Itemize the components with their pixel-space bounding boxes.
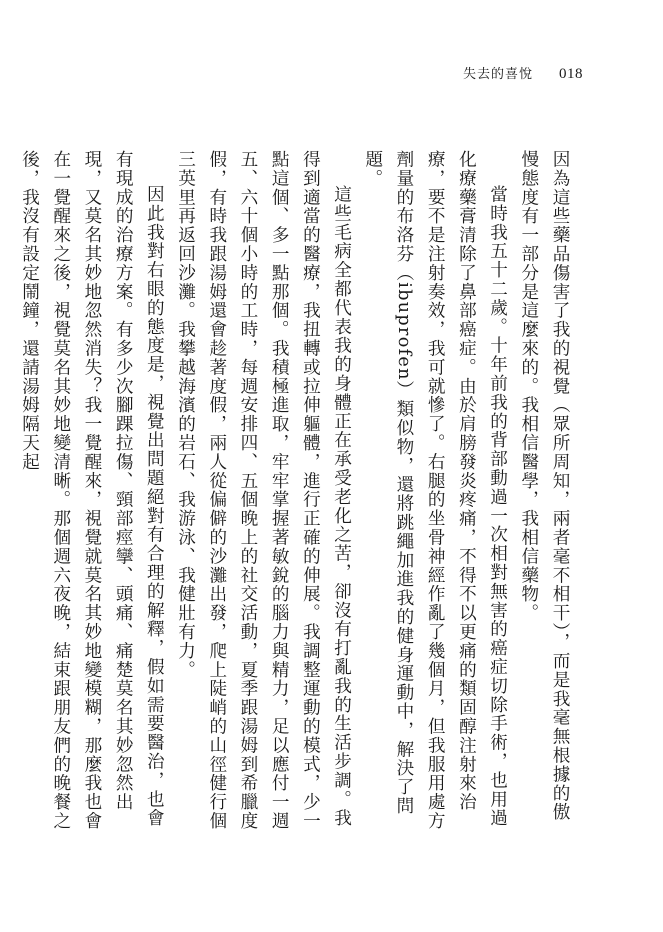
body-text bbox=[19, 150, 575, 840]
page-number: 018 bbox=[559, 66, 583, 82]
paragraph-3: 這些毛病全都代表我的身體正在承受老化之苦，卻沒有打亂我的生活步調。我得到適當的醫療，我扭轉或拉伸軀體，進行正確的伸展。我調整運動的模式，少一點這個、多一點那個。我積極進取，牢牢掌握著敏銳的腦力與精力，足以應付一週五、六十個小時的工時，每週安排四、五個晚上的社交活動，夏季跟湯姆到希臘度假，有時我跟湯姆還會趁著度假，兩人從偏僻的沙灘出發，爬上陡峭的山徑健行個三英里再返回沙灘。我攀越海濱的岩石、我游泳、我健壯有力。 bbox=[175, 150, 352, 831]
page-header bbox=[463, 63, 583, 83]
paragraph-4: 因此我對右眼的態度是，視覺出問題絕對有合理的解釋，假如需要醫治，也會有現成的治療方案。有多少次腳踝拉傷、頸部痙攣、頭痛、痛楚莫名其妙忽然出現，又莫名其妙地忽然消失？我一覺醒來，視覺就莫名其妙地變模糊，那麼我也會在一覺醒來之後，視覺莫名其妙地變清晰。那個週六夜晚，結束跟朋友們的晚餐之後，我沒有設定鬧鐘，還請湯姆隔天起 bbox=[19, 150, 165, 831]
running-title: 失去的喜悅 bbox=[462, 67, 533, 82]
paragraph-2: 當時我五十二歲。十年前我的背部動過一次相對無害的癌症切除手術，也用過化療藥膏清除了鼻部癌症。由於肩膀發炎疼痛，不得不以更痛的類固醇注射來治療，要不是注射奏效，我可就慘了。右腿的坐骨神經作亂了幾個月，但我服用處方劑量的布洛芬（ibuprofen）類似物，還將跳繩加進我的健身運動中，解決了問題。 bbox=[362, 150, 508, 831]
paragraph-1: 因為這些藥品傷害了我的視覺（眾所周知，兩者毫不相干），而是我毫無根據的傲慢態度有一部分是這麼來的。我相信醫學，我相信藥物。 bbox=[518, 150, 570, 822]
